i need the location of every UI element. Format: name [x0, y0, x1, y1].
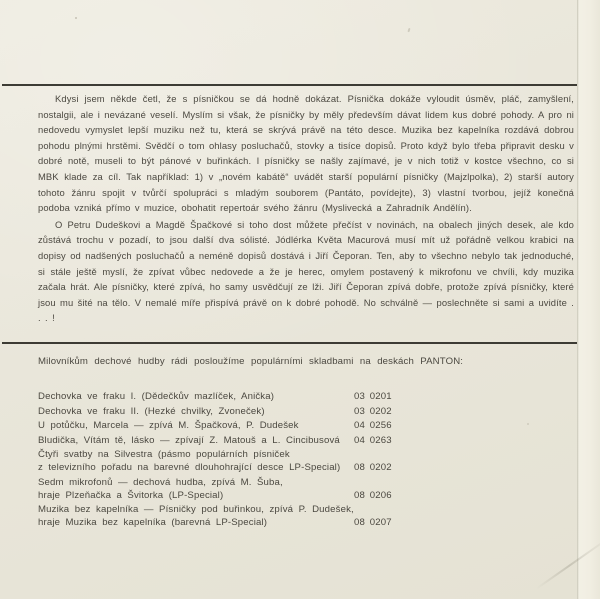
catalog-entry-title-line-2: hraje Plzeňačka a Švitorka (LP-Special)	[38, 489, 224, 501]
catalog-entry	[38, 419, 438, 432]
catalog-entry	[38, 434, 438, 447]
catalog-number: 08 0207	[354, 517, 392, 528]
catalog-entry-title-line-2: z televizního pořadu na barevné dlouhohrající desce LP-Special)	[38, 462, 341, 473]
catalog-number: 03 0202	[354, 405, 392, 417]
liner-notes	[38, 91, 574, 326]
catalog-intro: Milovníkům dechové hudby rádi posloužíme populárními skladbami na deskách PANTON:	[38, 356, 464, 367]
catalog-entry	[38, 503, 438, 529]
catalog-list	[38, 390, 438, 531]
catalog-number: 03 0201	[354, 391, 392, 402]
catalog-number: 08 0202	[354, 462, 392, 473]
catalog-entry-title: Muzika bez kapelníka — Písničky pod buřinkou, zpívá P. Dudešek,	[38, 504, 354, 515]
catalog-number: 08 0206	[354, 489, 392, 501]
paper-speck	[75, 17, 77, 19]
catalog-number: 04 0263	[354, 434, 392, 446]
paper-fold-edge	[577, 0, 600, 599]
catalog-entry-title: Čtyři svatby na Silvestra (pásmo populárních písniček	[38, 449, 290, 460]
catalog-entry-title: Bludička, Vítám tě, lásko — zpívají Z. Matouš a L. Cincibusová	[38, 434, 340, 446]
catalog-entry-title: Sedm mikrofonů — dechová hudba, zpívá M. Šuba,	[38, 476, 283, 488]
divider-rule	[2, 342, 577, 344]
liner-notes-paragraph-2: O Petru Dudeškovi a Magdě Špačkové si toho dost můžete přečíst v novinách, na obalech jiných desek, ale kdo zůstává trochu v pozadí, to jsou další dva sólisté. Jódlérka Květa Macurová musí mít už pořádně velkou krabici na dopisy od nadšených posluchačů a neméně dopisů dostává i Jiří Čeporan. Ten, aby to všechno nebylo tak jednoduché, si stále ještě myslí, že zpívat vůbec nedovede a že je herec, omylem postavený k mikrofonu ve chvíli, kdy muzika začala hrát. Ale písničky, které zpívá, ho samy usvědčují ze lži. Jiří Čeporan zpívá dobře, protože zpívá písničky, které jsou mu šité na tělo. V nemalé míře přispívá právě on k dobré pohodě. No schválně — poslechněte si sami a uvidíte . . . !	[38, 218, 574, 324]
catalog-entry	[38, 448, 438, 474]
paper-speck	[527, 423, 529, 425]
catalog-entry-title: Dechovka ve fraku I. (Dědečkův mazlíček, Anička)	[38, 391, 275, 402]
catalog-entry-title: Dechovka ve fraku II. (Hezké chvilky, Zvoneček)	[38, 405, 265, 417]
catalog-entry	[38, 405, 438, 418]
catalog-entry	[38, 390, 438, 403]
top-rule	[2, 84, 577, 86]
catalog-entry-title: U potůčku, Marcela — zpívá M. Špačková, P. Dudešek	[38, 420, 299, 431]
paper-speck	[407, 28, 410, 32]
catalog-entry-title-line-2: hraje Muzika bez kapelníka (barevná LP-Special)	[38, 517, 268, 528]
liner-notes-paragraph-1: Kdysi jsem někde četl, že s písničkou se dá hodně dokázat. Písnička dokáže vyloudit úsměv, pláč, zamyšlení, nostalgii, ale i nevázané veselí. Myslím si však, že písničky by měly především dávat lidem kus dobré pohody. A pro ni nedovedu vymyslet lepší muziku než tu, která se skrývá právě na této desce. Muzika bez kapelníka rozdává dobrou pohodu plnými hrstěmi. Svědčí o tom ohlasy posluchačů, stovky a tisíce dopisů. Proto když bylo třeba připravit desku v dobré notě, museli to být pánové v buřinkách. I písničky se našly zajímavé, je v nich totiž v kostce všechno, co si MBK klade za cíl. Tak například: 1) v „novém kabátě“ uvádět starší populární písničky (Majzlpolka), 2) starší autory tohoto žánru spojit v tvůrčí spolupráci s mladým souborem (Pantáto, povídejte), 3) vlastní tvorbou, jejíž konečná podoba vzniká přímo v muzice, obohatit repertoár svého žánru (Myslivecká a Zahradník Andělín).	[38, 93, 574, 214]
catalog-entry	[38, 476, 438, 502]
catalog-number: 04 0256	[354, 420, 392, 431]
